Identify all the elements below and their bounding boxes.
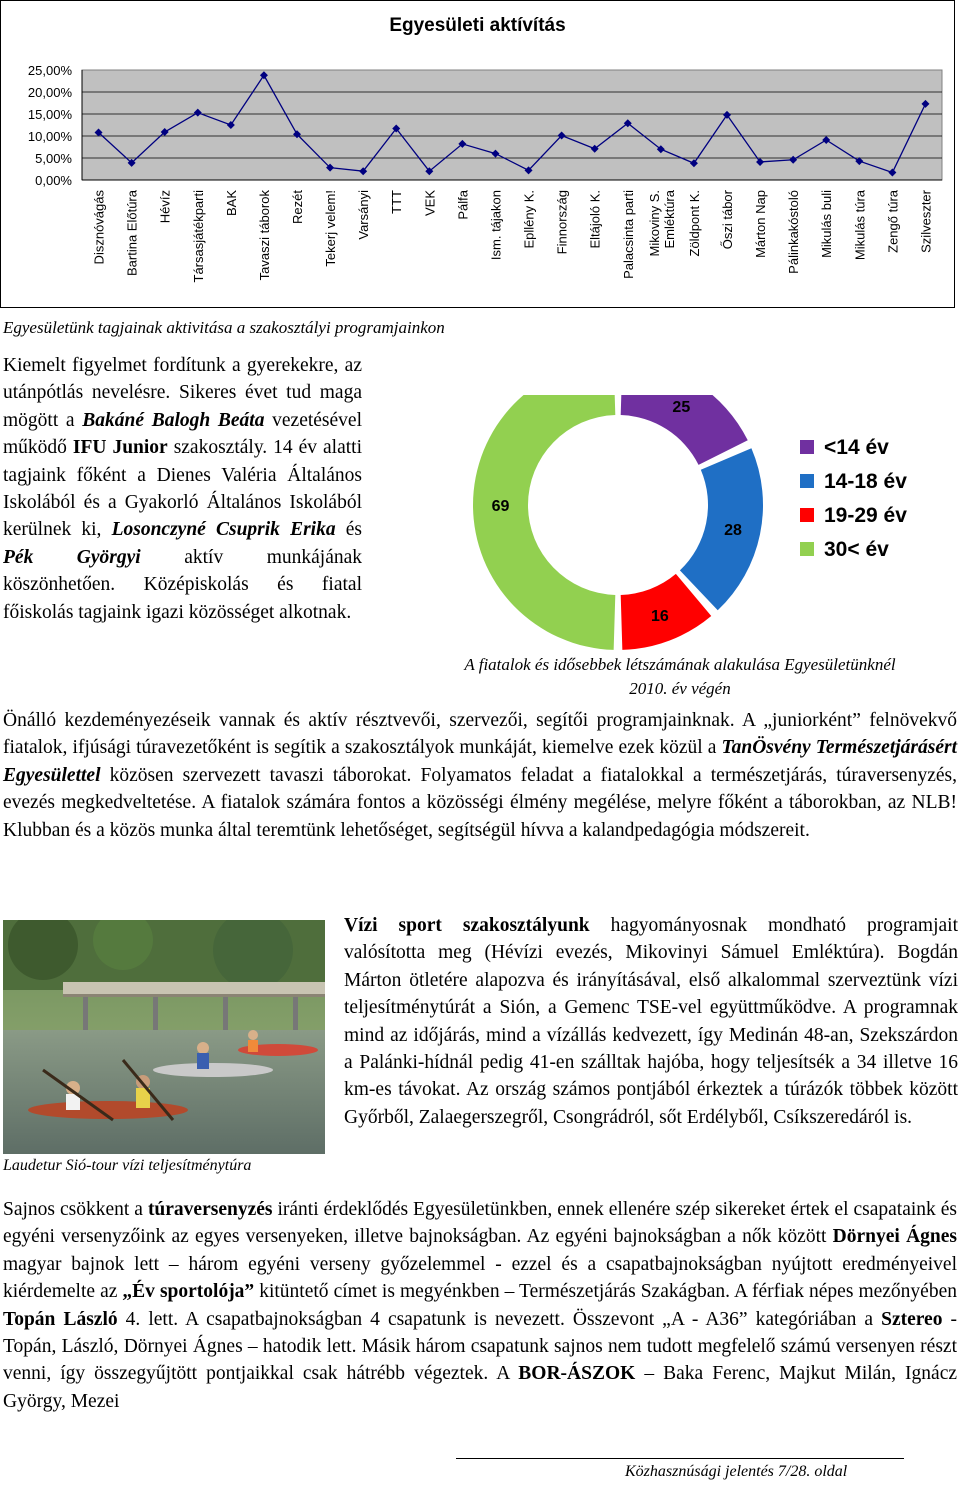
svg-text:Disznóvágás: Disznóvágás — [91, 190, 107, 265]
x-tick-label — [555, 190, 570, 254]
svg-text:Pálfa: Pálfa — [455, 190, 471, 220]
paragraph-competition: Sajnos csökkent a túraversenyzés iránti érdeklődés Egyesületünkben, ennek ellenére szép sikereket értek el csapataink és egyéni versenyzőink az egyes versenyeken, illetve bajnokságban. Az egyéni bajnokságban a nők között Dörnyei Ágnes magyar bajnok lett – három egyéni verseny győzelemmel - ezzel és a csapatbajnokságban nyújtott eredményeivel kiérdemelte az „Év sportolója” kitüntető címet is megyénkben – Természetjárás Szakágban. A férfiak népes mezőnyében Topán László 4. lett. A csapatbajnokságban 4 csapatunk is nevezett. Összevont „A - A36” kategóriában a Sztereo - Topán, László, Dörnyei Ágnes – hatodik lett. Másik három csapatunk sajnos nem tudott megfelelő számú versenyen részt venni, így összegyűjtött pontjaikkal csak hátrébb végeztek. A BOR-ÁSZOK – Baka Ferenc, Majkut Milán, Ignácz György, Mezei — [3, 1199, 958, 1412]
x-tick-label — [753, 190, 768, 258]
x-tick-label — [852, 189, 867, 260]
x-tick-label — [389, 190, 404, 214]
legend-label: 14-18 év — [824, 470, 907, 493]
svg-text:BAK: BAK — [223, 190, 239, 217]
x-tick-label — [125, 189, 140, 276]
y-tick-label: 0,00% — [35, 173, 72, 188]
line-chart — [0, 0, 955, 308]
x-tick-label — [720, 189, 735, 249]
x-tick-label — [885, 189, 900, 253]
svg-text:Zöldpont K.: Zöldpont K. — [686, 190, 702, 257]
x-tick-label — [647, 189, 677, 256]
canoe-photo — [3, 920, 325, 1154]
x-tick-label — [918, 189, 933, 253]
donut-slice — [680, 448, 763, 610]
legend-swatch — [800, 474, 814, 488]
svg-text:Eltájoló K.: Eltájoló K. — [587, 190, 603, 249]
svg-text:Tavaszi táborok: Tavaszi táborok — [256, 190, 272, 281]
x-tick-label — [687, 190, 702, 257]
plot-area — [82, 70, 942, 180]
x-tick-label — [488, 190, 503, 260]
svg-text:Rezét: Rezét — [290, 190, 305, 224]
legend-label: <14 év — [824, 436, 889, 459]
svg-text:Társasjátékparti: Társasjátékparti — [190, 190, 206, 283]
y-tick-label: 20,00% — [27, 85, 72, 100]
svg-text:Mikulás túra: Mikulás túra — [852, 190, 868, 261]
svg-text:Finnország: Finnország — [554, 190, 570, 255]
paragraph-water-sport: Vízi sport szakosztályunk hagyományosnak mondható programjait valósította meg (Hévízi evezés, Mikovinyi Sámuel Emléktúra). Bogdán Márton ötletére alapozva és irányításával, első alkalommal szerveztünk vízi teljesítménytúrát a Sión, a Gemenc TSE-vel együttműködve. A programnak mind az időjárás, mind a vízállás kedvezett, így Medinán 48-an, Szekszárdon a Palánki-hídnál pedig 41-en szálltak hajóba, hogy teljesítsék a 34 illetve 16 km-es távokat. Az ország számos pontjából érkeztek a túrázók többek között Győrből, Zalaegerszegről, Csongrádról, sőt Erdélyből, Csíkszeredáról is. — [344, 915, 958, 1128]
donut-value-label: 69 — [491, 498, 510, 515]
donut-value-label: 16 — [650, 607, 669, 625]
donut-value-label: 28 — [724, 521, 742, 539]
svg-text:Zengő túra: Zengő túra — [885, 190, 901, 253]
x-tick-label — [158, 190, 173, 223]
x-tick-label — [356, 190, 371, 240]
x-tick-label — [786, 190, 801, 274]
x-tick-label — [224, 190, 239, 216]
donut-chart — [440, 395, 955, 650]
svg-text:Ism. tájakon: Ism. tájakon — [488, 190, 504, 261]
legend-swatch — [800, 440, 814, 454]
y-tick-label: 10,00% — [27, 129, 72, 144]
svg-text:Mikulás buli: Mikulás buli — [819, 190, 835, 258]
svg-text:Hévíz: Hévíz — [157, 190, 173, 224]
donut-value-label: 25 — [672, 399, 691, 417]
svg-text:Epllény K.: Epllény K. — [521, 190, 537, 249]
y-tick-label: 15,00% — [27, 107, 72, 122]
svg-text:Szilveszter: Szilveszter — [918, 190, 934, 253]
x-tick-label — [455, 189, 470, 219]
legend-swatch — [800, 542, 814, 556]
svg-text:Márton Nap: Márton Nap — [753, 190, 769, 258]
legend-label: 30< év — [824, 538, 889, 561]
x-tick-label — [819, 190, 834, 258]
svg-text:Pálinkakóstoló: Pálinkakóstoló — [786, 190, 802, 274]
x-tick-label — [290, 190, 305, 224]
svg-text:Tekerj velem!: Tekerj velem! — [323, 190, 339, 267]
y-tick-label: 5,00% — [35, 151, 72, 166]
footer-rule — [456, 1458, 904, 1459]
photo-caption: Laudetur Sió-tour vízi teljesítménytúra — [3, 1157, 252, 1174]
donut-caption: A fiatalok és idősebbek létszámának alakulása Egyesületünknél 2010. év végén — [464, 655, 896, 698]
donut-slice — [473, 395, 615, 650]
y-tick-label: 25,00% — [27, 63, 72, 78]
svg-text:Bartina Előtúra: Bartina Előtúra — [124, 190, 140, 276]
svg-text:Palacsinta parti: Palacsinta parti — [620, 190, 636, 279]
svg-text:Őszi tábor: Őszi tábor — [720, 190, 735, 250]
svg-text:TTT: TTT — [389, 190, 405, 214]
x-tick-label — [621, 190, 636, 279]
x-tick-label — [588, 190, 603, 249]
paragraph-junior: Kiemelt figyelmet fordítunk a gyerekekre, az utánpótlás nevelésre. Sikeres évet tud maga mögött a Bakáné Balogh Beáta vezetésével működő IFU Junior szakosztály. 14 év alatti tagjaink főként a Dienes Valéria Általános Iskolából és a Gyakorló Általános Iskolából kerülnek ki, Losonczyné Csuprik Erika és Pék Györgyi aktív munkájának köszönhetően. Középiskolás és fiatal főiskolás tagjaink igazi közösséget alkotnak. — [3, 355, 362, 623]
line-chart-title: Egyesületi aktívítás — [389, 15, 566, 36]
x-tick-label — [92, 190, 107, 265]
x-tick-label — [522, 190, 537, 249]
x-tick-label — [191, 190, 206, 283]
page-footer: Közhasznúsági jelentés 7/28. oldal — [625, 1463, 848, 1480]
chart-caption: Egyesületünk tagjainak aktivitása a szakosztályi programjainkon — [3, 318, 445, 337]
legend-label: 19-29 év — [824, 504, 907, 527]
x-tick-label — [257, 190, 272, 281]
svg-text:Varsányi: Varsányi — [356, 190, 372, 240]
x-tick-label — [323, 190, 338, 267]
x-tick-label — [422, 190, 437, 216]
svg-text:Mikoviny S.Emléktúra: Mikoviny S.Emléktúra — [646, 190, 677, 257]
legend-swatch — [800, 508, 814, 522]
svg-text:VEK: VEK — [422, 190, 438, 217]
paragraph-youth: Önálló kezdeményezéseik vannak és aktív résztvevői, szervezői, segítői programjainknak. A „juniorként” felnövekvő fiatalok, ifjúsági túravezetőként is segítik a szakosztályok munkáját, kiemelve ezek közül a TanÖsvény Természetjárásért Egyesülettel közösen szervezett tavaszi táborokat. Folyamatos feladat a fiatalokkal a természetjárás, túraversenyzés, evezés megkedveltetése. A fiatalok számára fontos a közösségi élmény megélése, melyre főként a táborokban, az NLB! Klubban és a közös munka által teremtünk lehetőséget, segítségül hívva a kalandpedagógia módszereit. — [3, 710, 957, 841]
